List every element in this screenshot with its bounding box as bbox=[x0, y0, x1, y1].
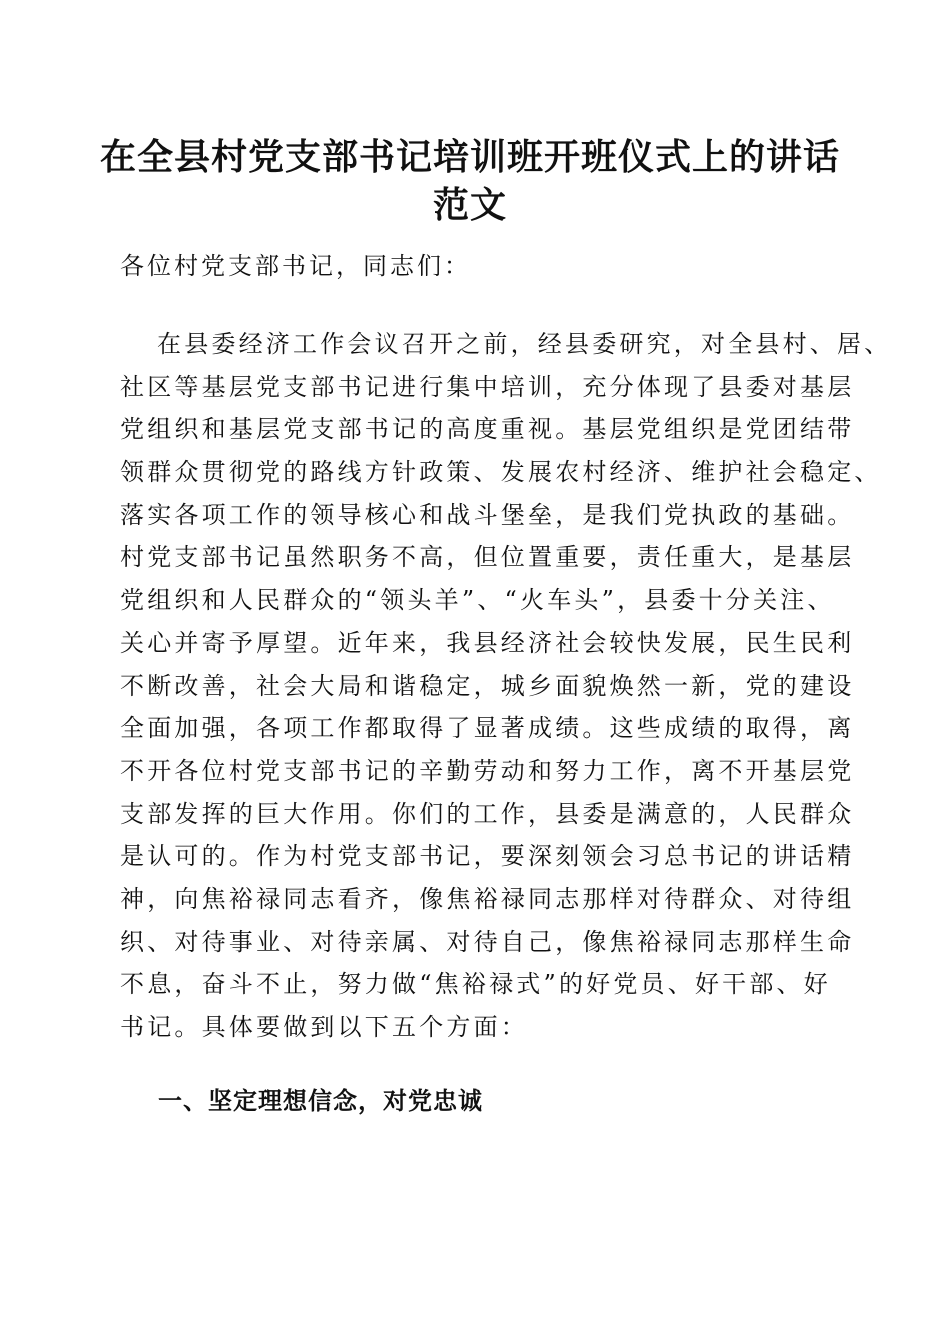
title-line-2: 范文 bbox=[432, 184, 507, 226]
paragraph-line: 党组织和人民群众的“领头羊”、“火车头”，县委十分关注、 bbox=[120, 586, 835, 615]
paragraph-line: 不开各位村党支部书记的辛勤劳动和努力工作，离不开基层党 bbox=[120, 756, 855, 785]
paragraph-line: 织、对待事业、对待亲属、对待自己，像焦裕禄同志那样生命 bbox=[120, 927, 855, 956]
document-title bbox=[100, 133, 840, 229]
paragraph-line: 书记。具体要做到以下五个方面： bbox=[120, 1013, 528, 1041]
section-heading: 一、坚定理想信念，对党忠诚 bbox=[158, 1087, 483, 1115]
paragraph-line: 不断改善，社会大局和谐稳定，城乡面貌焕然一新，党的建设 bbox=[120, 671, 855, 700]
title-line-1: 在全县村党支部书记培训班开班仪式上的讲话 bbox=[100, 136, 841, 178]
paragraph-line: 全面加强，各项工作都取得了显著成绩。这些成绩的取得，离 bbox=[120, 714, 855, 743]
paragraph-line: 支部发挥的巨大作用。你们的工作，县委是满意的，人民群众 bbox=[120, 799, 855, 828]
paragraph-line: 在县委经济工作会议召开之前，经县委研究，对全县村、居、 bbox=[157, 330, 892, 358]
paragraph-line: 神，向焦裕禄同志看齐，像焦裕禄同志那样对待群众、对待组 bbox=[120, 884, 855, 913]
paragraph-line: 社区等基层党支部书记进行集中培训，充分体现了县委对基层 bbox=[120, 372, 855, 401]
paragraph-line: 落实各项工作的领导核心和战斗堡垒，是我们党执政的基础。 bbox=[120, 500, 855, 529]
salutation: 各位村党支部书记，同志们： bbox=[120, 252, 471, 280]
paragraph-line: 村党支部书记虽然职务不高，但位置重要，责任重大，是基层 bbox=[120, 543, 855, 572]
paragraph-line: 领群众贯彻党的路线方针政策、发展农村经济、维护社会稳定、 bbox=[120, 458, 882, 487]
paragraph-line: 党组织和基层党支部书记的高度重视。基层党组织是党团结带 bbox=[120, 415, 855, 444]
body-paragraph bbox=[120, 323, 892, 1049]
paragraph-line: 是认可的。作为村党支部书记，要深刻领会习总书记的讲话精 bbox=[120, 842, 855, 871]
paragraph-line: 不息，奋斗不止，努力做“焦裕禄式”的好党员、好干部、好 bbox=[120, 970, 831, 999]
paragraph-line: 关心并寄予厚望。近年来，我县经济社会较快发展，民生民利 bbox=[120, 628, 855, 657]
